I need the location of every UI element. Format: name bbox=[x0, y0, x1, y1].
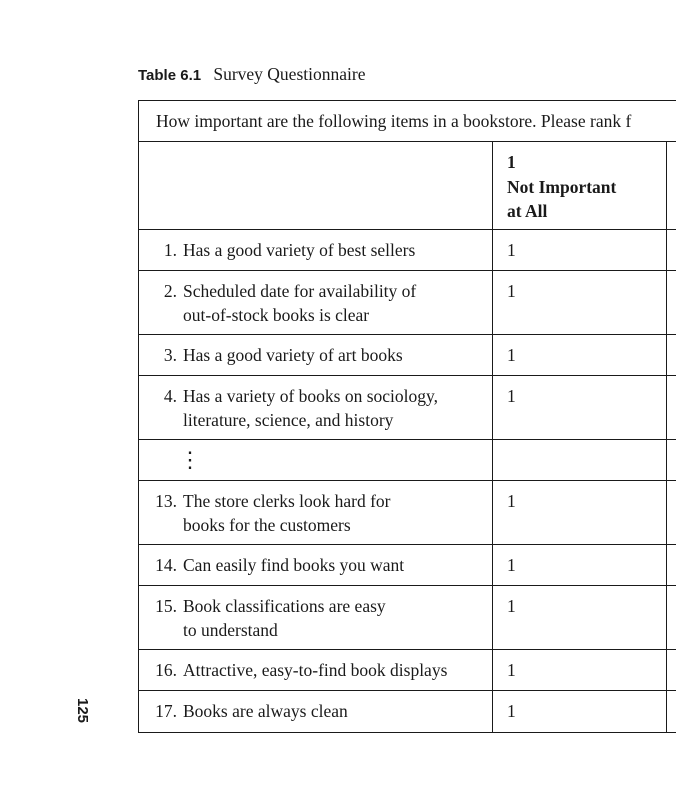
item-number: 17. bbox=[155, 701, 177, 721]
item-score: 1 bbox=[507, 281, 516, 301]
item-score: 1 bbox=[507, 555, 516, 575]
survey-item bbox=[139, 376, 492, 432]
table-caption-title: Survey Questionnaire bbox=[213, 64, 366, 84]
item-number: 15. bbox=[155, 596, 177, 616]
table-row bbox=[139, 230, 676, 271]
item-text: Books are always clean bbox=[183, 701, 348, 721]
survey-item bbox=[139, 650, 492, 682]
survey-table bbox=[138, 100, 676, 733]
item-score: 1 bbox=[507, 701, 516, 721]
table-row bbox=[139, 545, 676, 586]
item-text: The store clerks look hard for bbox=[183, 491, 391, 511]
table-row bbox=[139, 586, 676, 650]
survey-item bbox=[139, 271, 492, 327]
item-number: 3. bbox=[163, 345, 177, 365]
table-row bbox=[139, 271, 676, 335]
item-number: 4. bbox=[163, 386, 177, 406]
item-text: Has a good variety of art books bbox=[183, 345, 403, 365]
item-score: 1 bbox=[507, 345, 516, 365]
table-caption bbox=[138, 64, 365, 85]
item-number: 1. bbox=[163, 240, 177, 260]
table-header-row bbox=[139, 142, 676, 230]
item-text: Has a variety of books on sociology, bbox=[183, 386, 438, 406]
item-text-continued: literature, science, and history bbox=[183, 410, 394, 430]
ellipsis-icon: ⋮ bbox=[179, 447, 201, 472]
table-row bbox=[139, 650, 676, 691]
scale-number: 1 bbox=[507, 152, 516, 172]
survey-item bbox=[139, 545, 492, 577]
column-divider bbox=[666, 142, 667, 732]
scale-label-line2: at All bbox=[507, 201, 548, 221]
table-row-ellipsis bbox=[139, 440, 676, 481]
survey-question: How important are the following items in a bookstore. Please rank f bbox=[139, 101, 676, 142]
item-score: 1 bbox=[507, 660, 516, 680]
item-score: 1 bbox=[507, 386, 516, 406]
scale-header-not-important bbox=[507, 150, 616, 224]
item-text-continued: books for the customers bbox=[183, 515, 351, 535]
item-number: 13. bbox=[155, 491, 177, 511]
item-text: Attractive, easy-to-find book displays bbox=[183, 660, 448, 680]
item-number: 14. bbox=[155, 555, 177, 575]
item-text-continued: to understand bbox=[183, 620, 278, 640]
survey-item bbox=[139, 230, 492, 262]
table-caption-label: Table 6.1 bbox=[138, 67, 202, 84]
item-text: Can easily find books you want bbox=[183, 555, 405, 575]
item-number: 16. bbox=[155, 660, 177, 680]
item-text-continued: out-of-stock books is clear bbox=[183, 305, 370, 325]
table-row bbox=[139, 335, 676, 376]
page-number: 125 bbox=[74, 698, 91, 724]
scale-label-line1: Not Important bbox=[507, 176, 617, 197]
item-text: Scheduled date for availability of bbox=[183, 281, 417, 301]
item-score: 1 bbox=[507, 491, 516, 511]
table-row bbox=[139, 376, 676, 440]
item-text: Book classifications are easy bbox=[183, 596, 386, 616]
survey-item bbox=[139, 335, 492, 367]
item-score: 1 bbox=[507, 596, 516, 616]
item-score: 1 bbox=[507, 240, 516, 260]
survey-item bbox=[139, 691, 492, 723]
survey-item bbox=[139, 481, 492, 537]
item-number: 2. bbox=[163, 281, 177, 301]
column-divider bbox=[492, 142, 493, 732]
survey-item bbox=[139, 586, 492, 642]
table-row bbox=[139, 691, 676, 732]
item-text: Has a good variety of best sellers bbox=[183, 240, 416, 260]
table-row bbox=[139, 481, 676, 545]
